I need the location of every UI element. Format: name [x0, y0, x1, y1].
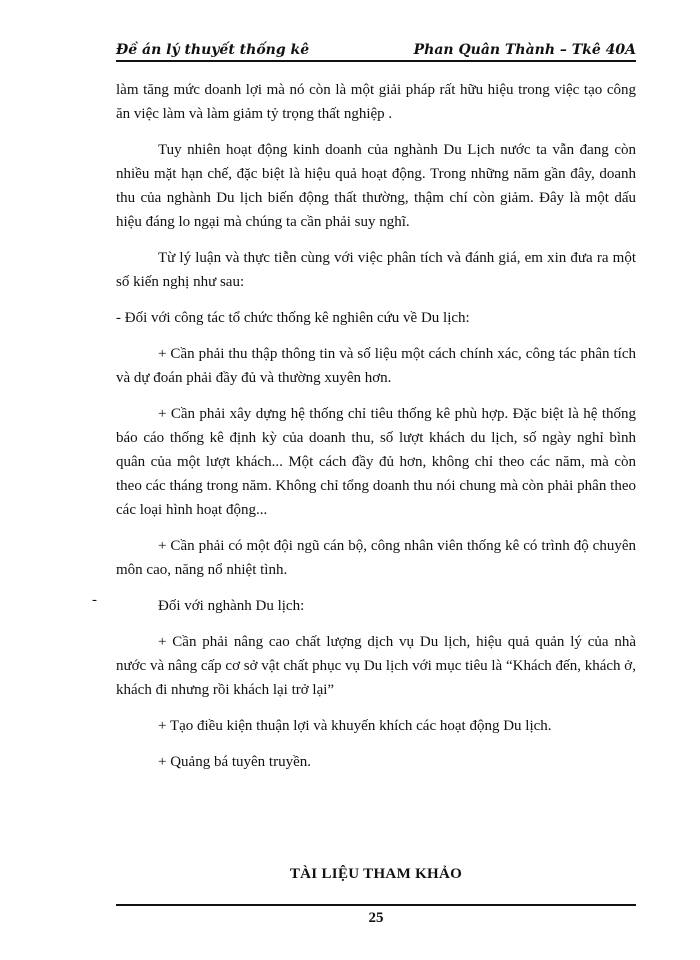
- header-rule: [116, 60, 636, 62]
- paragraph-recommendations-intro: Từ lý luận và thực tiễn cùng với việc phân tích và đánh giá, em xin đưa ra một số kiến nghị như sau:: [116, 250, 636, 290]
- paragraph-favorable-conditions: + Tạo điều kiện thuận lợi và khuyến khích các hoạt động Du lịch.: [158, 718, 552, 734]
- paragraph-staff: + Cần phải có một đội ngũ cán bộ, công nhân viên thống kê có trình độ chuyên môn cao, năng nổ nhiệt tình.: [116, 538, 636, 578]
- bullet-row-tourism-sector: [92, 592, 636, 618]
- paragraph-tourism-limitations: Tuy nhiên hoạt động kinh doanh của nghành Du Lịch nước ta vẫn đang còn nhiều mặt hạn chế, đặc biệt là hiệu quả hoạt động. Trong những năm gần đây, doanh thu của nghành Du lịch biến động thất thường, thậm chí còn giảm. Đây là một dấu hiệu đáng lo ngại mà chúng ta cần phải suy nghĩ.: [116, 142, 636, 230]
- paragraph-tourism-sector: Đối với nghành Du lịch:: [158, 598, 305, 614]
- section-title: TÀI LIỆU THAM KHẢO: [289, 866, 463, 882]
- document-body: [92, 78, 636, 886]
- paragraph-collect-data: + Cần phải thu thập thông tin và số liệu một cách chính xác, công tác phân tích và dự đoán phải đầy đủ và thường xuyên hơn.: [116, 346, 636, 386]
- bullet-dash: -: [92, 592, 97, 608]
- paragraph-continuation: làm tăng mức doanh lợi mà nó còn là một giải pháp rất hữu hiệu trong việc tạo công ăn việc làm và làm giảm tỷ trọng thất nghiệp .: [116, 82, 636, 122]
- header-document-title: Đề án lý thuyết thống kê: [116, 42, 310, 58]
- page-number: 25: [368, 910, 384, 926]
- paragraph-quality: + Cần phải nâng cao chất lượng dịch vụ Du lịch, hiệu quả quản lý của nhà nước và nâng cấp cơ sở vật chất phục vụ Du lịch với mục tiêu là “Khách đến, khách ở, khách đi nhưng rồi khách lại trở lại”: [116, 634, 636, 698]
- paragraph-promotion: + Quảng bá tuyên truyền.: [158, 754, 312, 770]
- header-author: Phan Quân Thành – Tkê 40A: [413, 42, 636, 58]
- footer-rule: [116, 904, 636, 906]
- paragraph-statistics-work: - Đối với công tác tổ chức thống kê nghiên cứu về Du lịch:: [116, 310, 470, 326]
- paragraph-indicator-system: + Cần phải xây dựng hệ thống chỉ tiêu thống kê phù hợp. Đặc biệt là hệ thống báo cáo thống kê định kỳ của doanh thu, số lượt khách du lịch, số ngày nghỉ bình quân của một lượt khách... Một cách đầy đủ hơn, không chỉ theo các năm, mà còn theo các tháng trong năm. Không chỉ tổng doanh thu nói chung mà còn phải phân theo các loại hình hoạt động...: [116, 406, 636, 518]
- page-header: [116, 40, 636, 62]
